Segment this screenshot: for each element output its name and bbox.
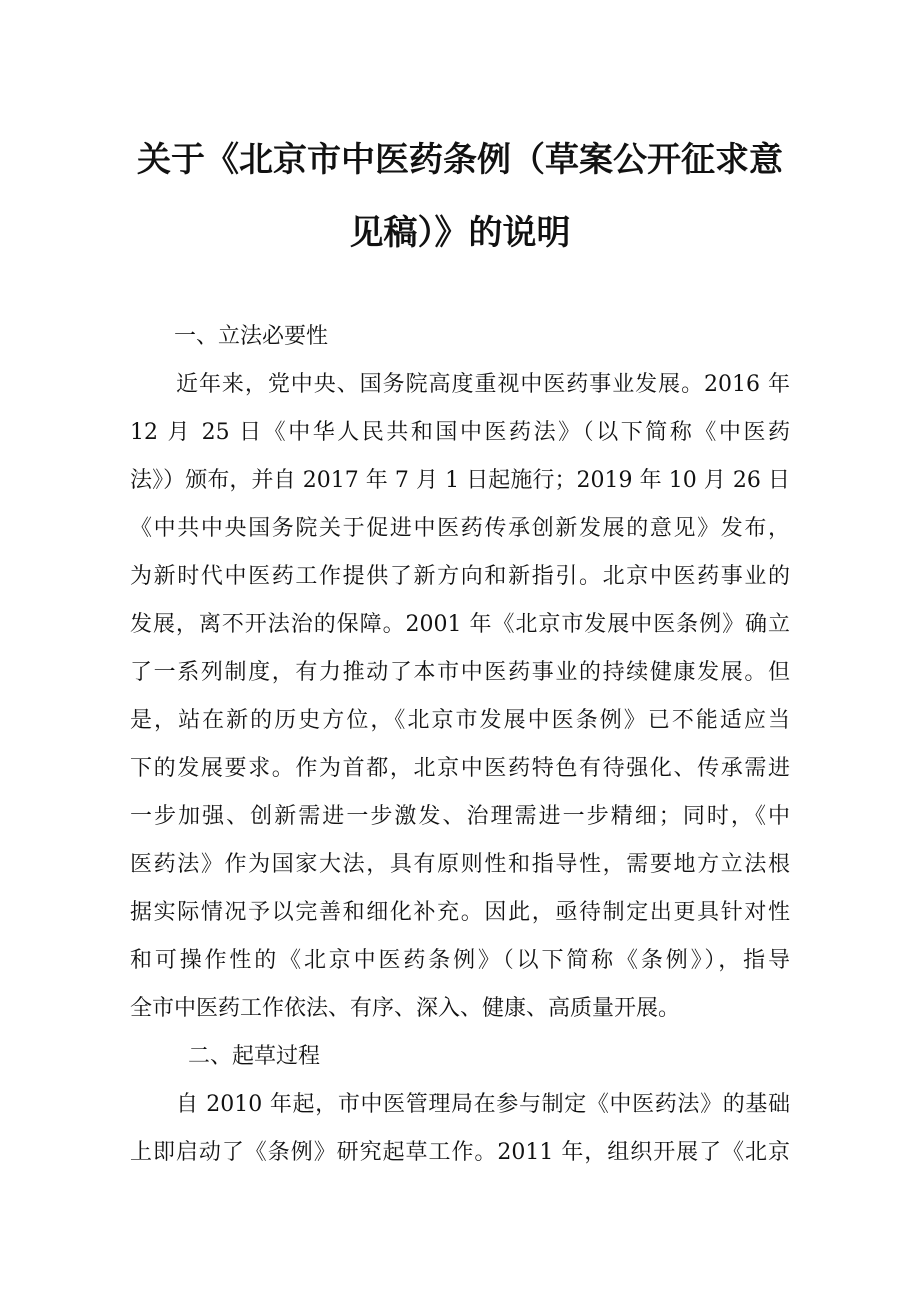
paragraph-line: 是，站在新的历史方位，《北京市发展中医条例》已不能适应当 xyxy=(130,708,790,733)
section-heading-drafting-process: 二、起草过程 xyxy=(188,1044,321,1069)
paragraph-line: 和可操作性的《北京中医药条例》（以下简称《条例》），指导 xyxy=(130,948,790,973)
paragraph-line: 《中共中央国务院关于促进中医药传承创新发展的意见》发布， xyxy=(130,516,790,541)
document-title-line-1: 关于《北京市中医药条例（草案公开征求意 xyxy=(137,140,783,180)
paragraph-line: 一步加强、创新需进一步激发、治理需进一步精细；同时，《中 xyxy=(130,804,790,829)
paragraph-line: 发展，离不开法治的保障。2001 年《北京市发展中医条例》确立 xyxy=(130,612,790,637)
paragraph-line: 自 2010 年起，市中医管理局在参与制定《中医药法》的基础 xyxy=(176,1092,790,1117)
paragraph-line: 为新时代中医药工作提供了新方向和新指引。北京中医药事业的 xyxy=(130,564,790,589)
paragraph-line: 据实际情况予以完善和细化补充。因此，亟待制定出更具针对性 xyxy=(130,900,790,925)
paragraph-line: 上即启动了《条例》研究起草工作。2011 年，组织开展了《北京 xyxy=(130,1140,790,1165)
paragraph-line-last: 全市中医药工作依法、有序、深入、健康、高质量开展。 xyxy=(130,996,681,1021)
section-heading-necessity: 一、立法必要性 xyxy=(174,324,329,349)
paragraph-line: 了一系列制度，有力推动了本市中医药事业的持续健康发展。但 xyxy=(130,660,790,685)
paragraph-line: 法》）颁布，并自 2017 年 7 月 1 日起施行；2019 年 10 月 26 日 xyxy=(130,468,790,493)
paragraph-line: 近年来，党中央、国务院高度重视中医药事业发展。2016 年 xyxy=(176,372,790,397)
paragraph-line: 12 月 25 日《中华人民共和国中医药法》（以下简称《中医药 xyxy=(130,420,790,445)
document-title-line-2: 见稿）》的说明 xyxy=(349,213,571,253)
paragraph-line: 下的发展要求。作为首都，北京中医药特色有待强化、传承需进 xyxy=(130,756,790,781)
paragraph-line: 医药法》作为国家大法，具有原则性和指导性，需要地方立法根 xyxy=(130,852,790,877)
